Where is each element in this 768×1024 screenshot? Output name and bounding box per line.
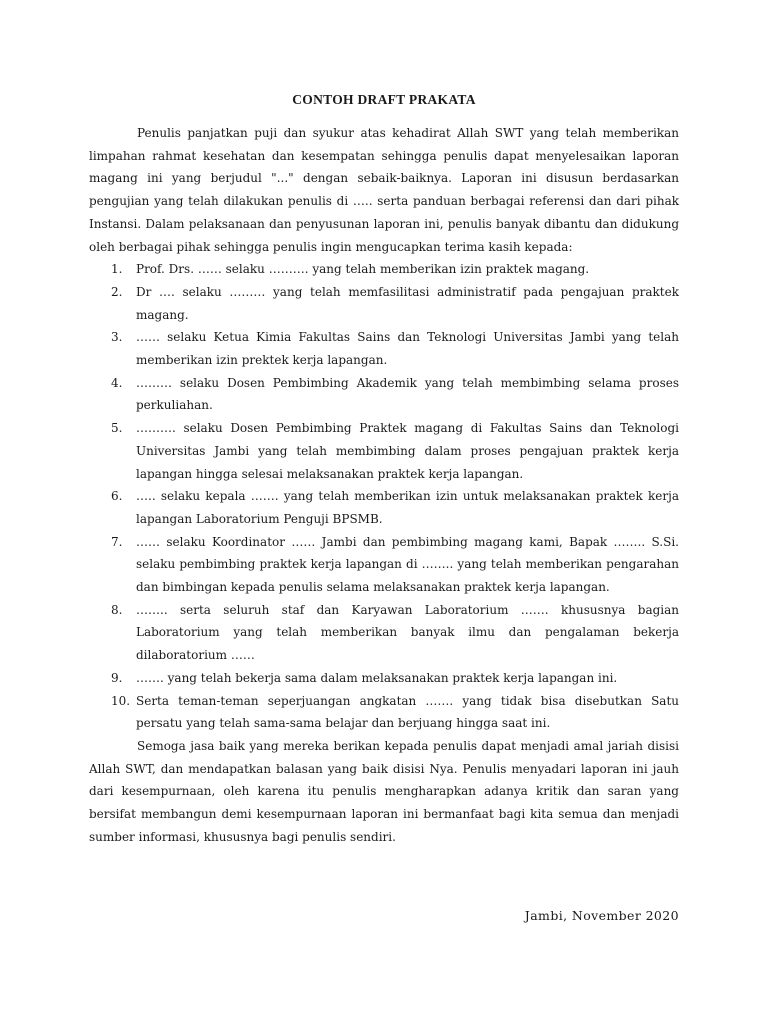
list-item bbox=[89, 667, 679, 690]
list-item bbox=[89, 485, 679, 530]
list-item bbox=[89, 690, 679, 735]
list-item-text: ……. yang telah bekerja sama dalam melaksanakan praktek kerja lapangan ini. bbox=[136, 670, 618, 685]
intro-paragraph: Penulis panjatkan puji dan syukur atas kehadirat Allah SWT yang telah memberikan limpahan rahmat kesehatan dan kesempatan sehingga penulis dapat menyelesaikan laporan magang ini yang berjudul "..." dengan sebaik-baiknya. Laporan ini disusun berdasarkan pengujian yang telah dilakukan penulis di ….. serta panduan berbagai referensi dan dari pihak Instansi. Dalam pelaksanaan dan penyusunan laporan ini, penulis banyak dibantu dan didukung oleh berbagai pihak sehingga penulis ingin mengucapkan terima kasih kepada: bbox=[89, 126, 679, 254]
list-number: 10. bbox=[111, 693, 131, 708]
list-item-text: …… selaku Koordinator …… Jambi dan pembimbing magang kami, Bapak …….. S.Si. selaku pembimbing praktek kerja lapangan di …….. yang telah memberikan pengarahan dan bimbingan kepada penulis selama melaksanakan praktek kerja lapangan. bbox=[136, 534, 679, 595]
list-item bbox=[89, 281, 679, 326]
list-item bbox=[89, 372, 679, 417]
document-body bbox=[89, 122, 679, 849]
list-number: 7. bbox=[111, 534, 123, 549]
list-number: 9. bbox=[111, 670, 123, 685]
closing-paragraph: Semoga jasa baik yang mereka berikan kepada penulis dapat menjadi amal jariah disisi Allah SWT, dan mendapatkan balasan yang baik disisi Nya. Penulis menyadari laporan ini jauh dari kesempurnaan, oleh karena itu penulis mengharapkan adanya kritik dan saran yang bersifat membangun demi kesempurnaan laporan ini bermanfaat bagi kita semua dan menjadi sumber informasi, khususnya bagi penulis sendiri. bbox=[89, 738, 679, 844]
list-number: 5. bbox=[111, 421, 123, 436]
list-item bbox=[89, 258, 679, 281]
list-item-text: Prof. Drs. …… selaku ………. yang telah memberikan izin praktek magang. bbox=[136, 262, 590, 277]
acknowledgement-list bbox=[89, 258, 679, 735]
list-item-text: …… selaku Ketua Kimia Fakultas Sains dan Teknologi Universitas Jambi yang telah memberikan izin prektek kerja lapangan. bbox=[136, 330, 679, 368]
list-number: 8. bbox=[111, 602, 123, 617]
list-number: 6. bbox=[111, 489, 123, 504]
list-number: 4. bbox=[111, 375, 123, 390]
list-item-text: ….. selaku kepala ……. yang telah memberikan izin untuk melaksanakan praktek kerja lapangan Laboratorium Penguji BPSMB. bbox=[136, 489, 679, 526]
signature-place-date: Jambi, November 2020 bbox=[524, 908, 679, 923]
list-item bbox=[89, 599, 679, 667]
list-item-text: ……… selaku Dosen Pembimbing Akademik yang telah membimbing selama proses perkuliahan. bbox=[136, 375, 679, 413]
list-item bbox=[89, 417, 679, 485]
list-number: 1. bbox=[111, 262, 123, 277]
list-item-text: Dr …. selaku ……… yang telah memfasilitasi administratif pada pengajuan praktek magang. bbox=[136, 284, 679, 322]
list-number: 3. bbox=[111, 330, 123, 345]
list-item-text: ………. selaku Dosen Pembimbing Praktek magang di Fakultas Sains dan Teknologi Universitas Jambi yang telah membimbing dalam proses pengajuan praktek kerja lapangan hingga selesai melaksanakan praktek kerja lapangan. bbox=[136, 421, 679, 481]
page-title: CONTOH DRAFT PRAKATA bbox=[292, 92, 476, 107]
list-item-text: Serta teman-teman seperjuangan angkatan ……. yang tidak bisa disebutkan Satu persatu yang telah sama-sama belajar dan berjuang hingga saat ini. bbox=[136, 693, 679, 731]
list-item bbox=[89, 531, 679, 599]
list-item-text: …….. serta seluruh staf dan Karyawan Laboratorium ……. khususnya bagian Laboratorium yang telah memberikan banyak ilmu dan pengalaman bekerja dilaboratorium …… bbox=[136, 602, 679, 663]
list-number: 2. bbox=[111, 284, 123, 299]
list-item bbox=[89, 326, 679, 371]
